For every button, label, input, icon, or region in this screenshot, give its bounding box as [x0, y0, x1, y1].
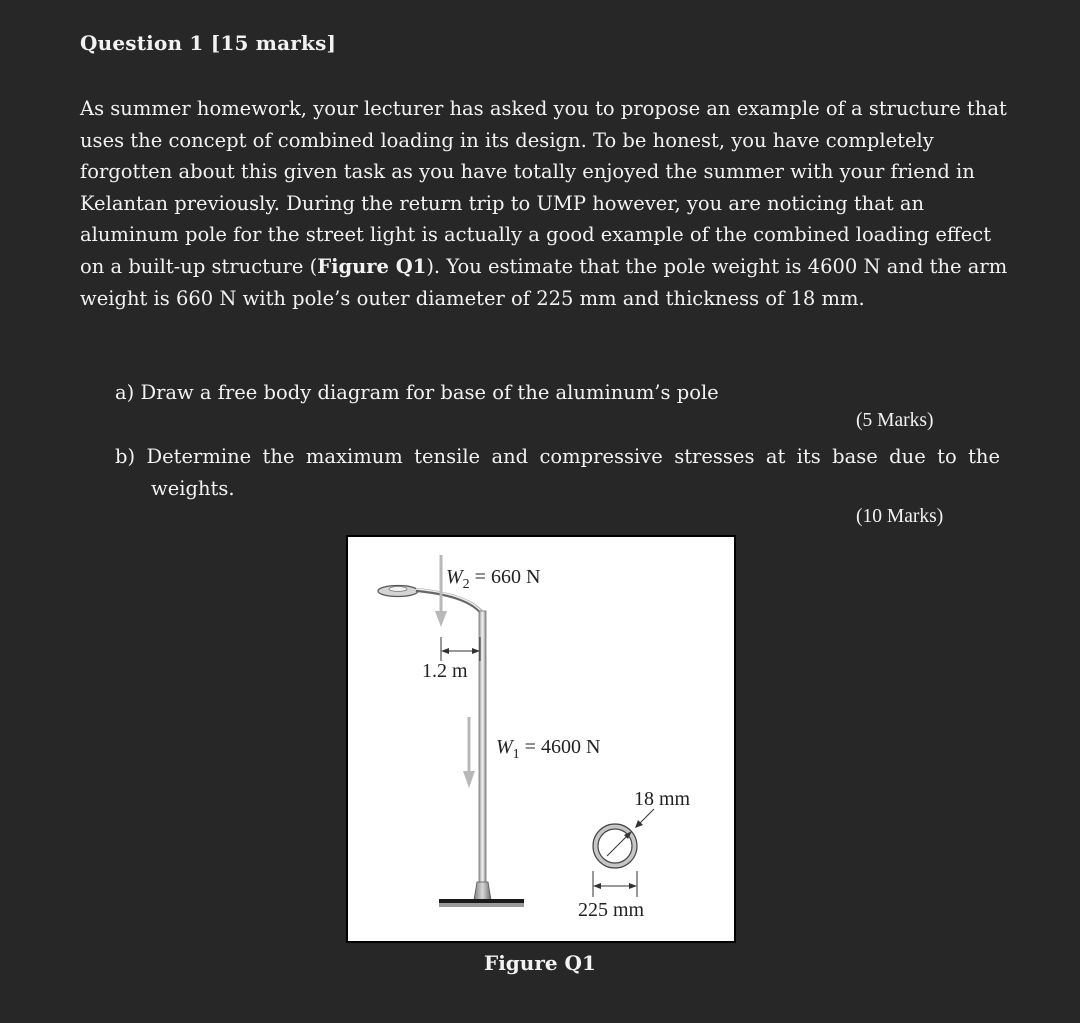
lamp-head [378, 586, 418, 597]
part-a-label: a) [115, 381, 135, 404]
arm-length-label: 1.2 m [422, 660, 468, 682]
pole-base [474, 882, 491, 900]
w2-subscript: 2 [462, 577, 470, 592]
figure-q1 [346, 535, 736, 943]
w1-label [496, 736, 600, 762]
w1-arrow [463, 717, 475, 788]
ground-plate [439, 899, 524, 907]
part-a-text: Draw a free body diagram for base of the aluminum’s pole [140, 381, 719, 404]
intro-text-start: As summer homework, your lecturer has asked you to propose an example of a structure that uses the concept of combined loading in its design. To be honest, you have completely forgotten about this given task as you have totally enjoyed the summer with your friend in Kelantan previously. During the return trip to UMP however, you are noticing that an aluminum pole for the street light is actually a good example of the combined loading effect on a built-up structure ( [80, 97, 1007, 278]
figure-caption: Figure Q1 [484, 951, 596, 975]
figure-reference: Figure Q1 [317, 254, 427, 278]
w2-value: = 660 N [469, 566, 541, 588]
part-b-label: b) [115, 445, 136, 468]
w1-value: = 4600 N [519, 736, 601, 758]
intro-text-end: ). You estimate that the pole weight is 4600 N and the arm weight is 660 N with pole’s outer diameter of 225 mm and thickness of 18 mm. [80, 254, 1008, 310]
diameter-dimension [593, 871, 637, 897]
diameter-label: 225 mm [578, 899, 645, 921]
w2-label [446, 566, 540, 592]
w1-symbol: W [496, 736, 513, 758]
pole-cross-section [593, 824, 637, 868]
question-intro [80, 93, 1010, 314]
thickness-leader [635, 809, 654, 828]
thickness-label: 18 mm [634, 788, 691, 810]
part-b-marks: (10 Marks) [856, 506, 944, 527]
question-title: Question 1 [15 marks] [80, 31, 337, 55]
pole-arm [416, 590, 482, 613]
w1-subscript: 1 [512, 747, 520, 762]
part-a-marks: (5 Marks) [856, 410, 934, 431]
arm-length-dimension [441, 637, 480, 661]
street-light-diagram [348, 537, 736, 943]
part-b-text: Determine the maximum tensile and compressive stresses at its base due to the weights. [146, 445, 1001, 500]
part-a [115, 377, 719, 409]
part-b [115, 441, 1000, 504]
w2-symbol: W [446, 566, 463, 588]
